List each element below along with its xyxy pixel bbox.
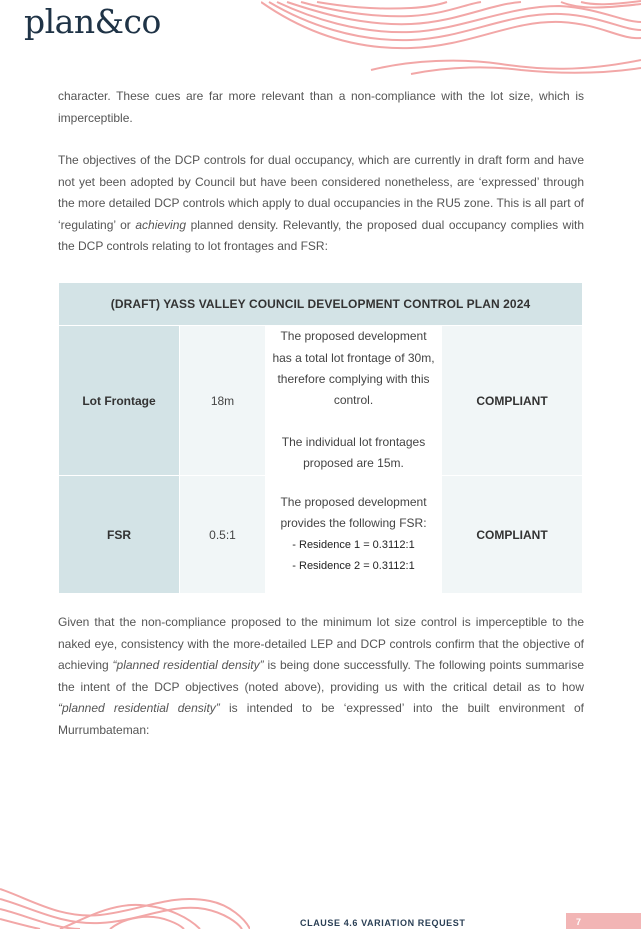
row-status: COMPLIANT [442,326,583,476]
table-row [59,326,583,476]
paragraph-conclusion: Given that the non-compliance proposed to the minimum lot size control is imperceptible to the naked eye, consistency with the more-detailed LEP and DCP controls confirm that the objective of achieving “planned residential density” is being done successfully. The following points summarise the intent of the DCP objectives (noted above), providing us with the critical detail as to how “planned residential density” is intended to be ‘expressed’ into the built environment of Murrumbateman: [58,615,584,737]
table-title: (DRAFT) YASS VALLEY COUNCIL DEVELOPMENT CONTROL PLAN 2024 [59,283,583,326]
table-row [59,476,583,594]
row-label: FSR [59,476,180,594]
row-control-value: 18m [180,326,266,476]
topographic-decoration-top [261,0,641,75]
row-status: COMPLIANT [442,476,583,594]
paragraph-intro: character. These cues are far more relevant than a non-compliance with the lot size, which is imperceptible. [58,89,584,125]
brand-logo: plan&co [24,2,161,41]
page-number: 7 [566,913,641,929]
row-label: Lot Frontage [59,326,180,476]
row-description: The proposed development has a total lot frontage of 30m, therefore complying with this control. The individual lot frontages proposed are 15m. [266,326,442,476]
topographic-decoration-bottom [0,879,250,929]
row-description: The proposed development provides the following FSR: - Residence 1 = 0.3112:1 - Residence 2 = 0.3112:1 [266,476,442,594]
footer-section-title: CLAUSE 4.6 VARIATION REQUEST [300,918,466,928]
dcp-compliance-table [58,282,583,594]
paragraph-dcp-objectives: The objectives of the DCP controls for dual occupancy, which are currently in draft form and have not yet been adopted by Council but have been considered nonetheless, are ‘expressed’ through the more detailed DCP controls which apply to dual occupancies in the RU5 zone. This is all part of ‘regulating’ or achieving planned density. Relevantly, the proposed dual occupancy complies with the DCP controls relating to lot frontages and FSR: [58,153,584,253]
row-control-value: 0.5:1 [180,476,266,594]
